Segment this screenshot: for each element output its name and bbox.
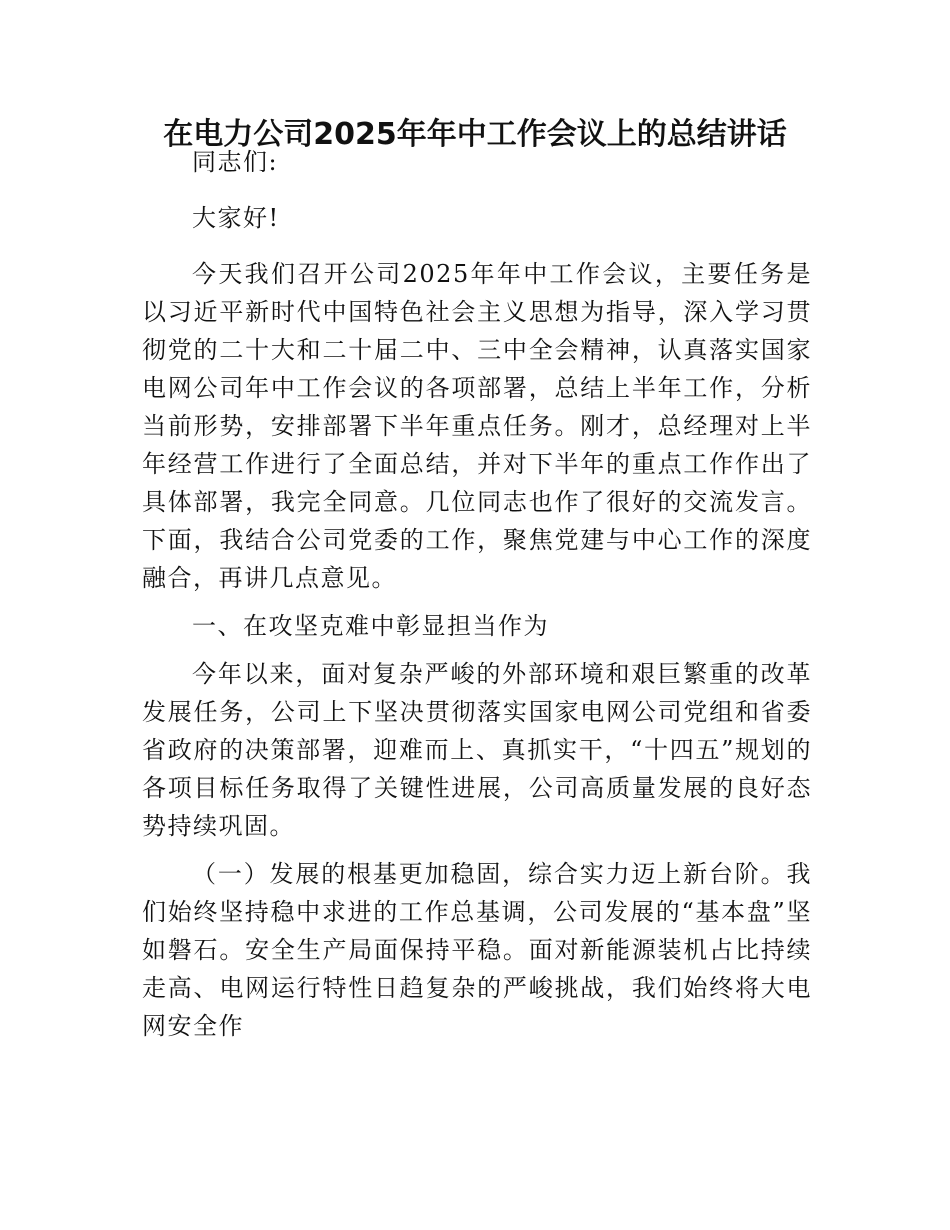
section-1-paragraph: 今年以来，面对复杂严峻的外部环境和艰巨繁重的改革发展任务，公司上下坚决贯彻落实国家电网公司党组和省委省政府的决策部署，迎难而上、真抓实干，“十四五”规划的各项目标任务取得了关键性进展，公司高质量发展的良好态势持续巩固。 — [142, 660, 812, 840]
intro-paragraph: 今天我们召开公司2025年年中工作会议，主要任务是以习近平新时代中国特色社会主义思想为指导，深入学习贯彻党的二十大和二十届二中、三中全会精神，认真落实国家电网公司年中工作会议的各项部署，总结上半年工作，分析当前形势，安排部署下半年重点任务。刚才，总经理对上半年经营工作进行了全面总结，并对下半年的重点工作作出了具体部署，我完全同意。几位同志也作了很好的交流发言。下面，我结合公司党委的工作，聚焦党建与中心工作的深度融合，再讲几点意见。 — [142, 260, 812, 592]
section-1-heading: 一、在攻坚克难中彰显担当作为 — [192, 612, 549, 640]
greeting-line-2: 大家好! — [192, 204, 280, 232]
subsection-1-paragraph: （一）发展的根基更加稳固，综合实力迈上新台阶。我们始终坚持稳中求进的工作总基调，公司发展的“基本盘”坚如磐石。安全生产局面保持平稳。面对新能源装机占比持续走高、电网运行特性日趋复杂的严峻挑战，我们始终将大电网安全作 — [142, 860, 812, 1040]
document-body — [142, 143, 812, 1045]
document-title: 在电力公司2025年年中工作会议上的总结讲话 — [163, 117, 787, 152]
greeting-line-1: 同志们: — [192, 148, 279, 176]
